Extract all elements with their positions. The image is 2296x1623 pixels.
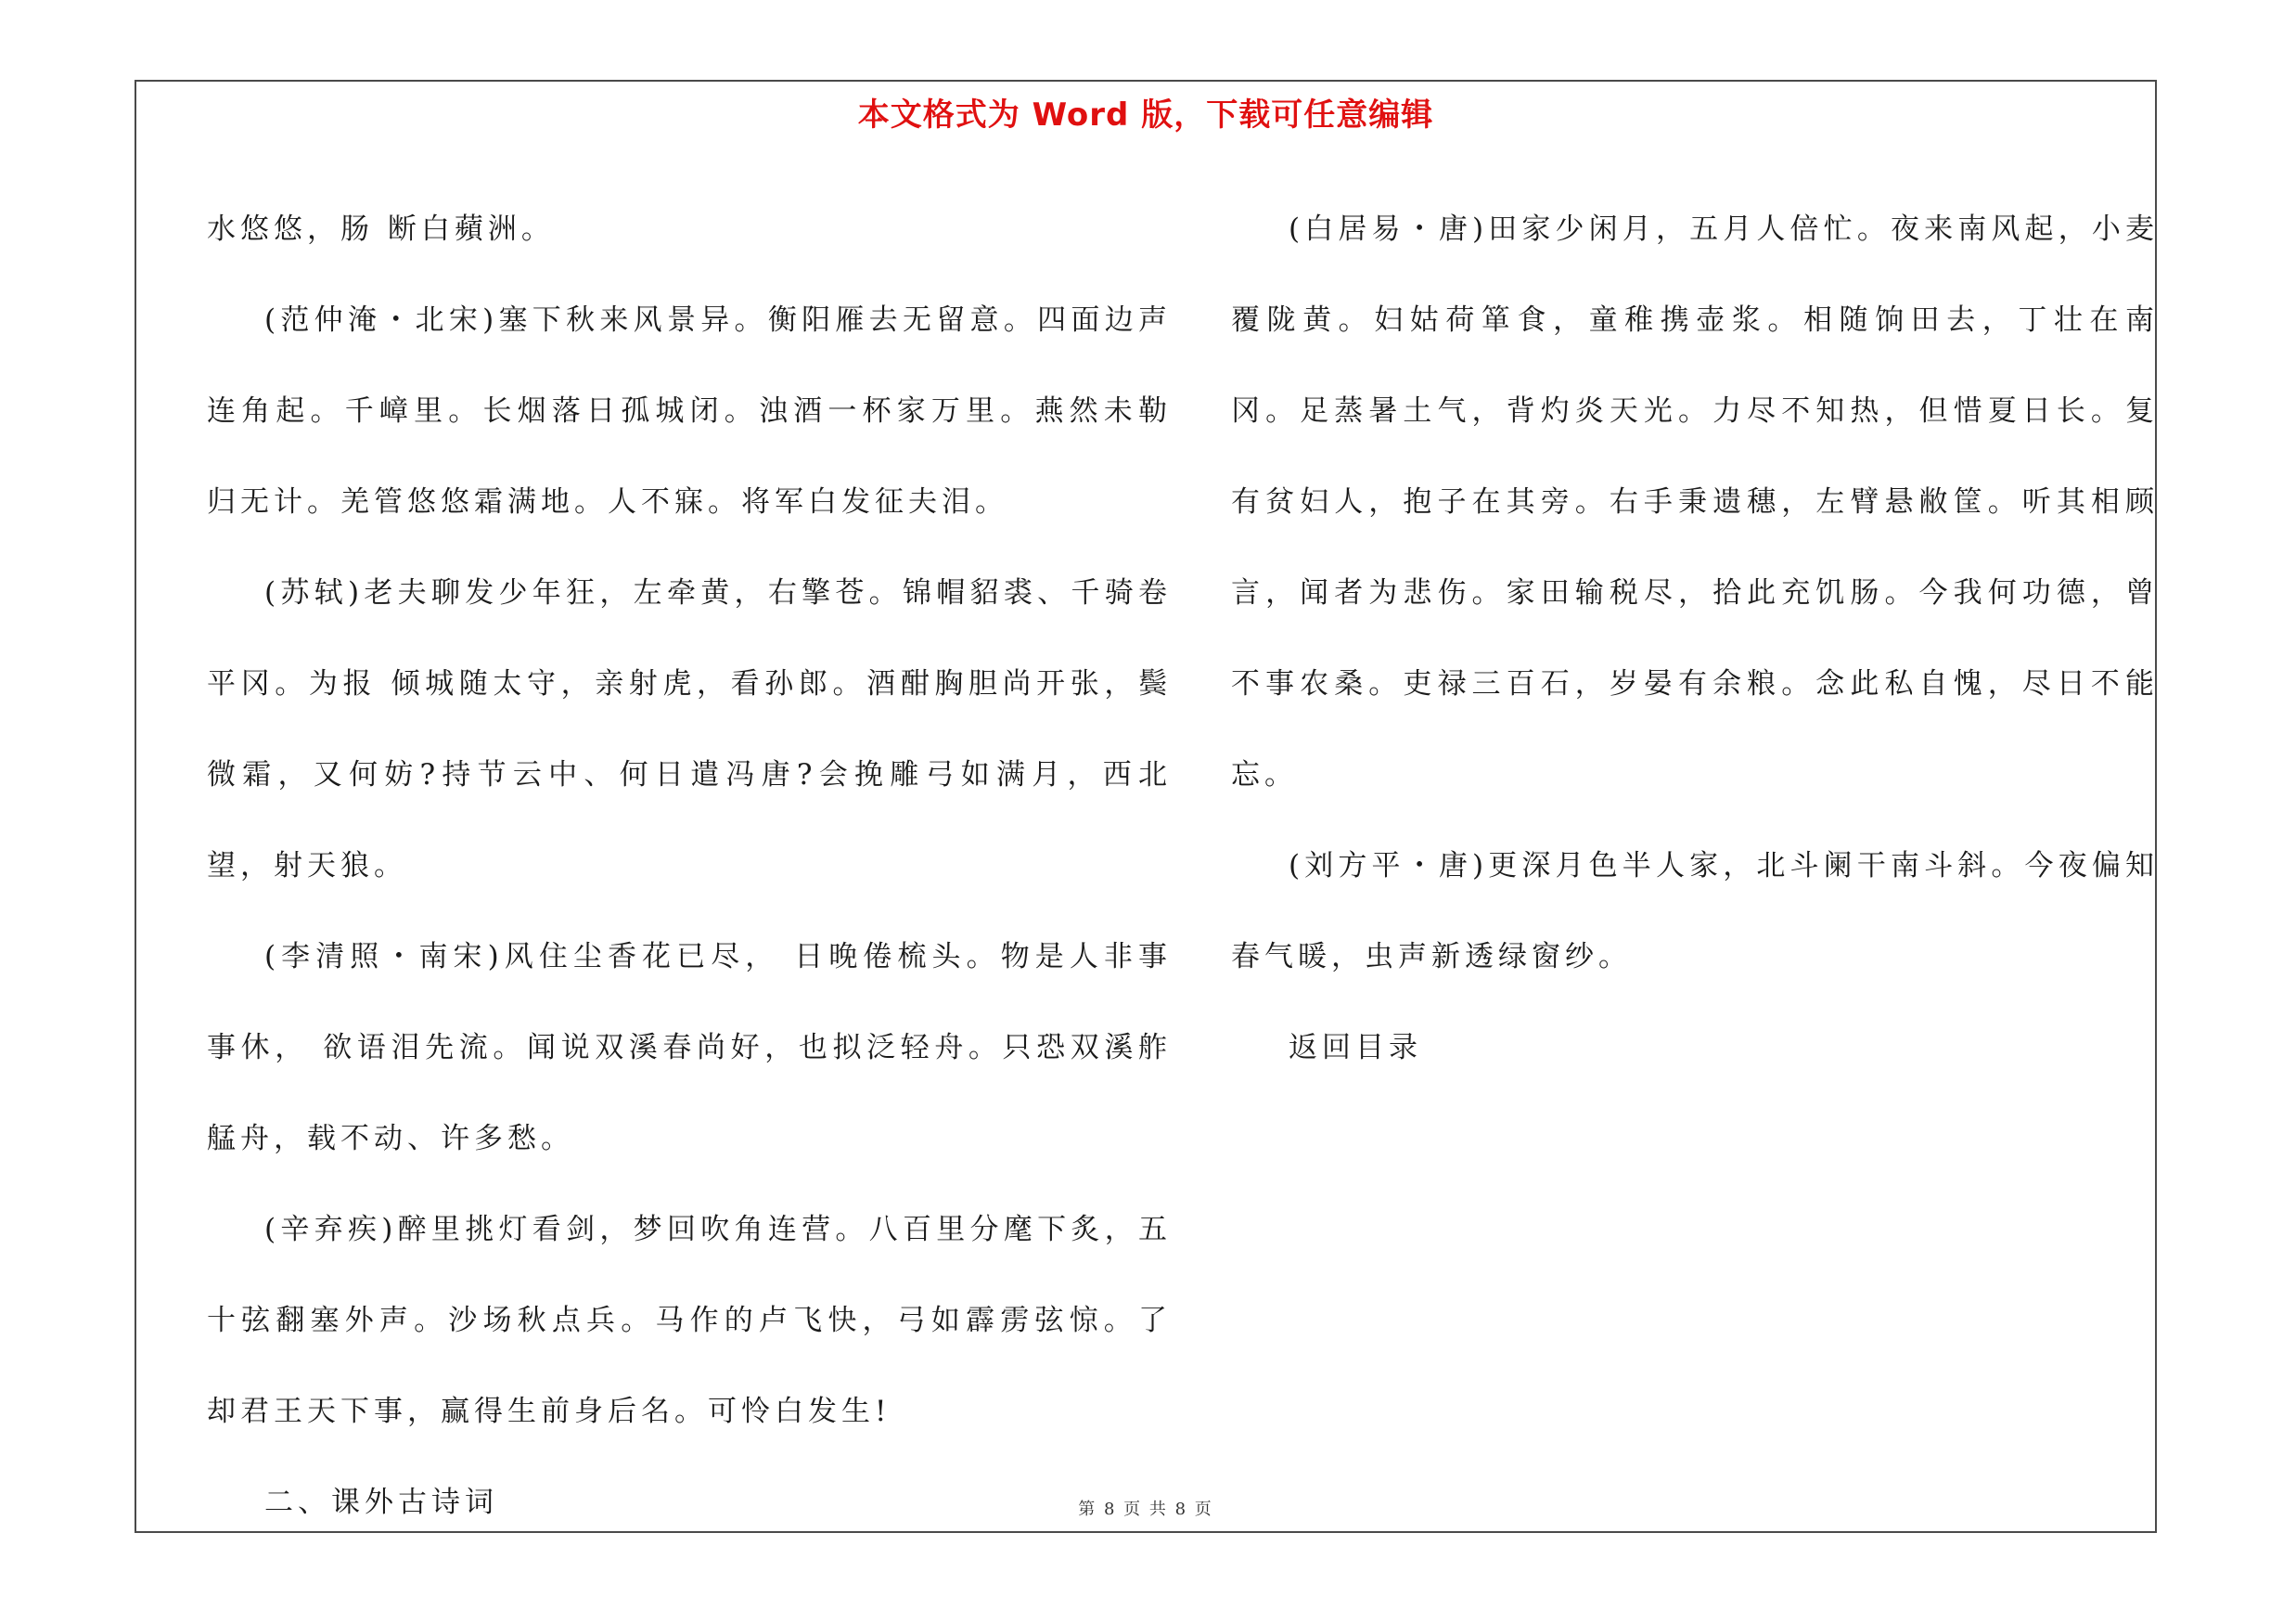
left-paragraph-2: (范仲淹・北宋)塞下秋来风景异。衡阳雁去无留意。四面边声连角起。千嶂里。长烟落日孤城闭。浊酒一杯家万里。燕然未勒归无计。羌管悠悠霜满地。人不寐。将军白发征夫泪。 (207, 303, 1172, 519)
left-paragraph-3: (苏轼)老夫聊发少年狂，左牵黄，右擎苍。锦帽貂裘、千骑卷平冈。为报 倾城随太守，亲射虎，看孙郎。酒酣胸胆尚开张，鬓微霜，又何妨?持节云中、何日遣冯唐?会挽雕弓如满月，西北望，射天狼。 (207, 576, 1172, 882)
right-column (1231, 184, 2159, 1093)
page-frame (135, 80, 2157, 1533)
header-banner: 本文格式为 Word 版，下载可任意编辑 (857, 97, 1434, 134)
left-paragraph-5: (辛弃疾)醉里挑灯看剑，梦回吹角连营。八百里分麾下炙，五十弦翻塞外声。沙场秋点兵。马作的卢飞快，弓如霹雳弦惊。了却君王天下事，赢得生前身后名。可怜白发生! (207, 1213, 1172, 1428)
left-paragraph-4: (李清照・南宋)风住尘香花已尽， 日晚倦梳头。物是人非事事休， 欲语泪先流。闻说双溪春尚好，也拟泛轻舟。只恐双溪舴艋舟，载不动、许多愁。 (207, 940, 1172, 1155)
section-heading: 二、课外古诗词 (264, 1486, 498, 1519)
right-paragraph-2: (刘方平・唐)更深月色半人家，北斗阑干南斗斜。今夜偏知春气暖，虫声新透绿窗纱。 (1231, 849, 2159, 973)
left-column (207, 184, 1172, 1548)
right-paragraph-1: (白居易・唐)田家少闲月，五月人倍忙。夜来南风起，小麦覆陇黄。妇姑荷箪食，童稚携壶浆。相随饷田去，丁壮在南冈。足蒸暑土气，背灼炎天光。力尽不知热，但惜夏日长。复有贫妇人，抱子在其旁。右手秉遗穗，左臂悬敝筐。听其相顾言，闻者为悲伤。家田输税尽，拾此充饥肠。今我何功德，曾不事农桑。吏禄三百石，岁晏有余粮。念此私自愧，尽日不能忘。 (1231, 213, 2159, 792)
page-number: 第 8 页 共 8 页 (1078, 1500, 1213, 1519)
back-to-toc-link[interactable]: 返回目录 (1289, 1031, 1422, 1064)
left-paragraph-1: 水悠悠，肠 断白蘋洲。 (207, 213, 555, 246)
